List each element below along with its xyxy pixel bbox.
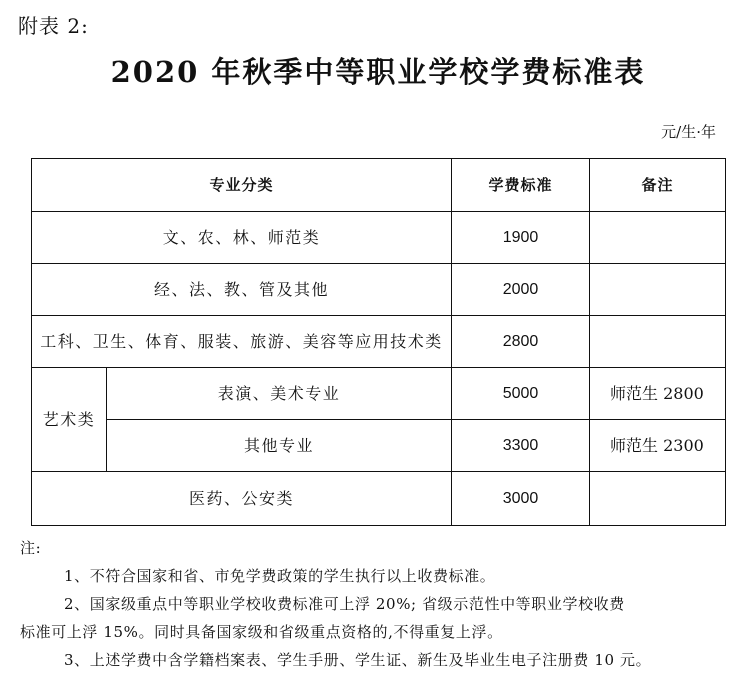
fee-cell: 3300 [452,420,590,472]
fee-cell: 5000 [452,368,590,420]
fee-cell: 2000 [452,264,590,316]
fee-cell: 2800 [452,316,590,368]
note-item: 1、不符合国家和省、市免学费政策的学生执行以上收费标准。 [64,567,496,585]
notes-heading: 注: [20,539,42,557]
remark-cell [590,264,726,316]
category-cell: 表演、美术专业 [107,368,452,420]
table-row [32,316,726,368]
header-category: 专业分类 [32,159,452,212]
fee-cell: 1900 [452,212,590,264]
page-title: 2020 年秋季中等职业学校学费标准表 [110,55,646,89]
notes-section [20,534,725,674]
unit-label: 元/生·年 [661,123,716,141]
category-cell: 其他专业 [107,420,452,472]
note-item: 3、上述学费中含学籍档案表、学生手册、学生证、新生及毕业生电子注册费 10 元。 [64,651,652,669]
note-item-continuation: 标准可上浮 15%。同时具备国家级和省级重点资格的,不得重复上浮。 [20,623,503,641]
header-remark: 备注 [590,159,726,212]
remark-cell [590,472,726,526]
remark-cell: 师范生 2800 [590,368,726,420]
header-fee: 学费标准 [452,159,590,212]
category-cell: 工科、卫生、体育、服装、旅游、美容等应用技术类 [32,316,452,368]
note-item: 2、国家级重点中等职业学校收费标准可上浮 20%; 省级示范性中等职业学校收费 [64,595,625,613]
category-cell: 医药、公安类 [32,472,452,526]
remark-cell [590,316,726,368]
table-row [32,264,726,316]
category-cell: 文、农、林、师范类 [32,212,452,264]
fee-cell: 3000 [452,472,590,526]
category-cell: 经、法、教、管及其他 [32,264,452,316]
remark-cell: 师范生 2300 [590,420,726,472]
remark-cell [590,212,726,264]
table-row [32,212,726,264]
appendix-label: 附表 2: [18,14,89,38]
arts-group-cell: 艺术类 [32,368,107,472]
table-header-row [32,159,726,212]
table-row [32,368,726,420]
fee-standard-table [31,158,726,526]
table-row [32,420,726,472]
table-row [32,472,726,526]
